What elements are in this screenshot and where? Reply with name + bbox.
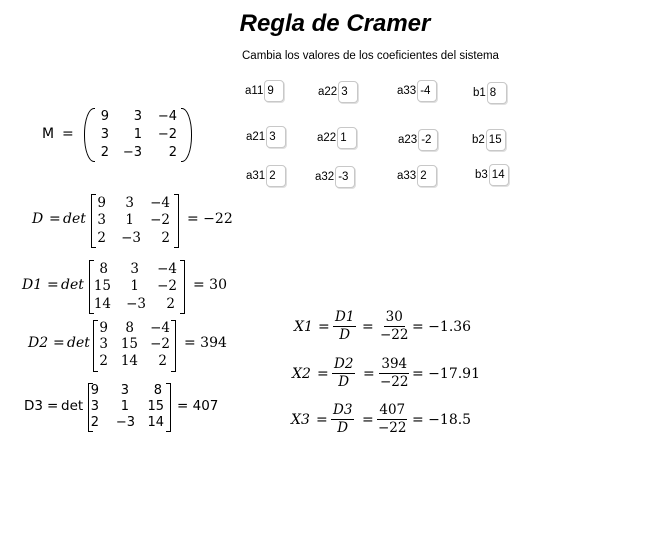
coef-label: a31 — [246, 170, 266, 182]
matrix-cell: 14 — [120, 353, 138, 369]
det-d2-name: D2 — [28, 335, 49, 351]
solution-result: = −17.91 — [412, 366, 480, 382]
equals-sign: = — [317, 366, 329, 382]
equals-sign: = — [316, 412, 328, 428]
coef-a12-input[interactable]: 3 — [338, 81, 358, 103]
det-d1-name: D1 — [22, 277, 43, 293]
fraction-numerator: D1 — [335, 309, 355, 325]
coef-a11-input[interactable]: 9 — [264, 80, 284, 102]
matrix-m-label: M — [42, 126, 55, 142]
matrix-cell: 9 — [99, 320, 108, 336]
coef-a31-input[interactable]: 2 — [266, 165, 286, 187]
coef-label: a21 — [246, 131, 266, 143]
page-title: Regla de Cramer — [239, 10, 431, 37]
matrix-cell: −4 — [157, 261, 177, 277]
coef-a11 — [245, 80, 284, 102]
equals-sign: = — [62, 126, 74, 142]
fraction-numeric — [378, 356, 411, 391]
fraction-denominator: −22 — [380, 374, 409, 390]
matrix-cell: 2 — [90, 415, 99, 430]
coef-label: a23 — [398, 134, 418, 146]
det-d-name: D — [32, 211, 44, 227]
coef-label: b2 — [472, 134, 485, 146]
right-bracket — [166, 383, 171, 432]
solution-variable: X2 — [292, 366, 311, 382]
matrix-cell: 8 — [99, 261, 108, 277]
right-bracket — [174, 194, 179, 248]
matrix-cell: −3 — [121, 230, 141, 246]
matrix-cell: 3 — [100, 127, 109, 142]
fraction-denominator: D — [337, 420, 349, 436]
fraction-numerator: D3 — [333, 402, 353, 418]
coef-a22-row2 — [317, 127, 357, 149]
det-keyword: det — [67, 335, 90, 351]
matrix-cell: 2 — [97, 230, 106, 246]
matrix-cell: 2 — [158, 353, 167, 369]
coef-b3-input[interactable]: 14 — [489, 164, 509, 186]
matrix-cell: −2 — [150, 212, 170, 228]
coef-b1-input[interactable]: 8 — [487, 82, 507, 104]
coef-b2-input[interactable]: 15 — [486, 129, 506, 151]
equals-sign: = — [47, 398, 59, 414]
fraction-numerator: 394 — [381, 356, 408, 372]
right-bracket — [180, 260, 185, 314]
matrix-cell: 3 — [120, 383, 129, 398]
matrix-cell: 8 — [125, 320, 134, 336]
matrix-cell: −2 — [157, 127, 177, 142]
coef-label: a33 — [397, 170, 417, 182]
equals-sign: = — [53, 335, 65, 351]
coef-a32-input[interactable]: -3 — [335, 166, 355, 188]
matrix-cell: 15 — [147, 399, 164, 414]
right-parenthesis — [181, 108, 192, 162]
fraction-denominator: D — [338, 374, 350, 390]
matrix-cell: 9 — [90, 383, 99, 398]
matrix-cell: 2 — [100, 145, 109, 160]
coef-b3 — [475, 164, 509, 186]
matrix-cell: 15 — [93, 278, 111, 294]
det-keyword: det — [61, 277, 84, 293]
det-keyword: det — [63, 211, 86, 227]
det-keyword: det — [61, 398, 84, 414]
coef-a13-input[interactable]: -4 — [417, 80, 437, 102]
matrix-cell: 3 — [90, 399, 99, 414]
coef-a33-row1 — [397, 80, 437, 102]
fraction-numerator: D2 — [334, 356, 354, 372]
solution-result: = −1.36 — [412, 319, 472, 335]
det-d2-result: = 394 — [184, 335, 227, 351]
matrix-cell: 2 — [168, 145, 177, 160]
coef-a22-input[interactable]: 1 — [337, 127, 357, 149]
coef-label: b3 — [475, 169, 488, 181]
equals-sign: = — [362, 412, 374, 428]
matrix-cell: 9 — [97, 195, 106, 211]
matrix-cell: 14 — [147, 415, 164, 430]
matrix-cell: 1 — [133, 127, 142, 142]
matrix-cell: 15 — [120, 336, 138, 352]
solution-variable: X1 — [294, 319, 313, 335]
instructions-text: Cambia los valores de los coeficientes del sistema — [242, 50, 499, 62]
matrix-cell: −4 — [157, 109, 177, 124]
equals-sign: = — [318, 319, 330, 335]
coef-label: a22 — [317, 132, 337, 144]
equals-sign: = — [363, 366, 375, 382]
coef-label: a22 — [318, 86, 338, 98]
coef-a31 — [246, 165, 286, 187]
fraction-symbolic — [332, 356, 355, 391]
matrix-cell: 3 — [97, 212, 106, 228]
matrix-cell: 14 — [93, 296, 111, 312]
matrix-cell: 2 — [166, 296, 175, 312]
matrix-cell: 1 — [130, 278, 139, 294]
coef-label: a11 — [245, 85, 264, 97]
coef-a23 — [398, 129, 438, 151]
equals-sign: = — [362, 319, 374, 335]
det-d-result: = −22 — [187, 211, 233, 227]
solution-variable: X3 — [291, 412, 310, 428]
fraction-numerator: 30 — [385, 309, 403, 325]
fraction-denominator: D — [339, 327, 351, 343]
det-d3-result: = 407 — [177, 398, 219, 414]
fraction-symbolic — [333, 309, 356, 344]
fraction-numerator: 407 — [379, 402, 406, 418]
coef-a21-input[interactable]: 3 — [266, 126, 286, 148]
matrix-cell: 3 — [125, 195, 134, 211]
coef-b1 — [473, 82, 507, 104]
equals-sign: = — [47, 277, 59, 293]
matrix-cell: 3 — [133, 109, 142, 124]
solution-result: = −18.5 — [412, 412, 472, 428]
matrix-cell: 3 — [99, 336, 108, 352]
matrix-cell: 9 — [100, 109, 109, 124]
matrix-cell: 2 — [161, 230, 170, 246]
coef-a23-input[interactable]: -2 — [418, 129, 438, 151]
coef-a33-input[interactable]: 2 — [417, 165, 437, 187]
fraction-denominator: −22 — [380, 327, 409, 343]
det-d1-result: = 30 — [193, 277, 227, 293]
equals-sign: = — [49, 211, 61, 227]
fraction-symbolic — [331, 402, 354, 437]
matrix-cell: −2 — [150, 336, 170, 352]
coef-label: a33 — [397, 85, 417, 97]
matrix-cell: −4 — [150, 195, 170, 211]
matrix-cell: −3 — [122, 145, 142, 160]
right-bracket — [171, 320, 176, 372]
coef-label: a32 — [315, 171, 335, 183]
det-d3-name: D3 — [24, 398, 43, 414]
fraction-numeric — [378, 309, 411, 344]
coef-a22-row1 — [318, 81, 358, 103]
matrix-cell: −3 — [126, 296, 146, 312]
matrix-cell: −2 — [157, 278, 177, 294]
matrix-cell: 8 — [153, 383, 162, 398]
coef-label: b1 — [473, 87, 486, 99]
fraction-numeric — [376, 402, 409, 437]
matrix-cell: 1 — [125, 212, 134, 228]
matrix-cell: 2 — [99, 353, 108, 369]
matrix-cell: 1 — [120, 399, 129, 414]
matrix-cell: 3 — [130, 261, 139, 277]
matrix-cell: −4 — [150, 320, 170, 336]
fraction-denominator: −22 — [378, 420, 407, 436]
matrix-cell: −3 — [115, 415, 135, 430]
coef-a32 — [315, 166, 355, 188]
coef-a21 — [246, 126, 286, 148]
coef-b2 — [472, 129, 506, 151]
coef-a33-row3 — [397, 165, 437, 187]
